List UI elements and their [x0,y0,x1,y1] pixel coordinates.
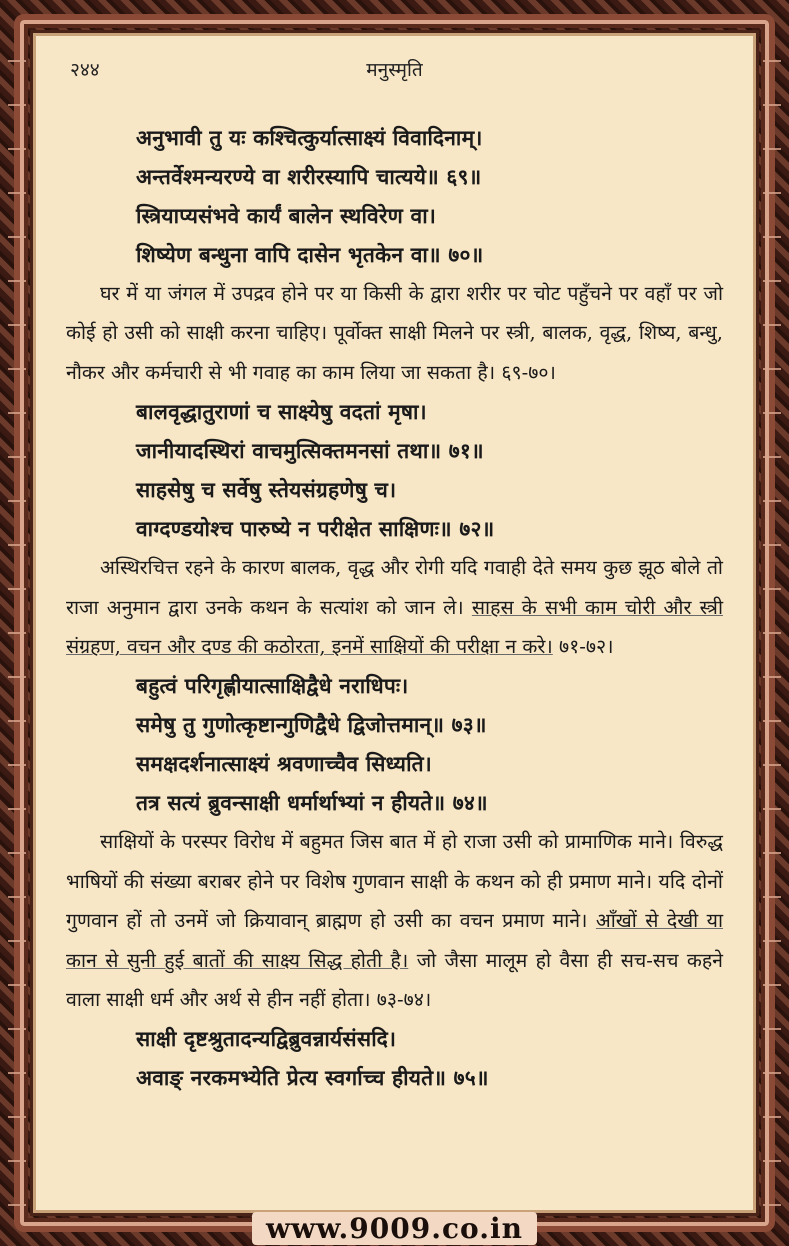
page-number: २४४ [70,59,100,81]
website-url[interactable]: www.9009.co.in [252,1212,537,1245]
commentary-text: अस्थिरचित्त रहने के कारण बालक, वृद्ध और रोगी यदि गवाही देते समय कुछ झूठ बोले तो राजा अनुमान द्वारा उनके कथन के सत्यांश को जान ले। [66,556,723,619]
commentary-text: साक्षियों के परस्पर विरोध में बहुमत जिस बात में हो राजा उसी को प्रामाणिक माने। विरुद्ध भाषियों की संख्या बराबर होने पर विशेष गुणवान साक्षी के कथन को ही प्रमाण माने। यदि दोनों गुणवान हों तो उनमें जो क्रियावान् ब्राह्मण हो उसी का वचन प्रमाण माने। [66,830,723,933]
left-border-ornament [8,40,26,1206]
verse-line: साक्षी दृष्टश्रुतादन्यद्विब्रुवन्नार्यसंसदि। [136,1026,397,1052]
verse-line: शिष्येण बन्धुना वापि दासेन भृतकेन वा॥ ७०॥ [136,242,484,267]
verse-line: वाग्दण्डयोश्च पारुष्ये न परीक्षेत साक्षिणः॥ ७२॥ [136,516,495,542]
verse-block-75 [66,1019,723,1097]
verse-line: समेषु तु गुणोत्कृष्टान्गुणिद्वैधे द्विजोत्तमान्॥ ७३॥ [136,712,487,738]
verse-line: बालवृद्धातुराणां च साक्ष्येषु वदतां मृषा। [136,399,427,425]
verse-block-73-74 [66,666,723,822]
right-border-ornament [763,40,781,1206]
verse-line: अन्तर्वेश्मन्यरण्ये वा शरीरस्यापि चात्यये॥ ६९॥ [136,164,482,189]
verse-line: साहसेषु च सर्वेषु स्तेयसंग्रहणेषु च। [136,477,397,503]
book-page [36,36,753,1210]
verse-block-71-72 [66,392,723,548]
verse-line: बहुत्वं परिगृह्णीयात्साक्षिद्वैधे नराधिपः। [136,673,409,699]
underlined-text: आँखों से देखी या कान से सुनी हुई बातों की साक्ष्य सिद्ध होती है। [66,909,723,972]
verse-reference: ७१-७२। [558,635,614,659]
verse-line: स्त्रियाप्यसंभवे कार्यं बालेन स्थविरेण वा। [136,203,436,228]
verse-line: तत्र सत्यं ब्रुवन्साक्षी धर्मार्थाभ्यां न हीयते॥ ७४॥ [136,790,488,816]
verse-block-69-70 [66,118,723,274]
verse-line: जानीयादस्थिरां वाचमुत्सिक्तमनसां तथा॥ ७१॥ [136,438,484,464]
commentary-71-72 [66,548,723,666]
underlined-text: साहस के सभी काम चोरी और स्त्री संग्रहण, वचन और दण्ड की कठोरता, इनमें साक्षियों की परीक्षा न करे। [66,595,723,659]
footer [0,1210,789,1246]
commentary-73-74 [66,822,723,1019]
page-content [66,118,723,1097]
running-title: मनुस्मृति [366,59,423,81]
commentary-text: जो जैसा मालूम हो वैसा ही सच-सच कहने वाला साक्षी धर्म और अर्थ से हीन नहीं होता। ७३-७४। [66,948,724,1012]
page-header [70,56,719,80]
verse-line: समक्षदर्शनात्साक्ष्यं श्रवणाच्चैव सिध्यति। [136,751,432,777]
verse-line: अनुभावी तु यः कश्चित्कुर्यात्साक्ष्यं विवादिनाम्। [136,125,483,150]
verse-line: अवाङ् नरकमभ्येति प्रेत्य स्वर्गाच्च हीयते॥ ७५॥ [136,1065,489,1091]
commentary-69-70: घर में या जंगल में उपद्रव होने पर या किसी के द्वारा शरीर पर चोट पहुँचने पर वहाँ पर जो कोई हो उसी को साक्षी करना चाहिए। पूर्वोक्त साक्षी मिलने पर स्त्री, बालक, वृद्ध, शिष्य, बन्धु, नौकर और कर्मचारी से भी गवाह का काम लिया जा सकता है। ६९-७०। [66,282,723,384]
